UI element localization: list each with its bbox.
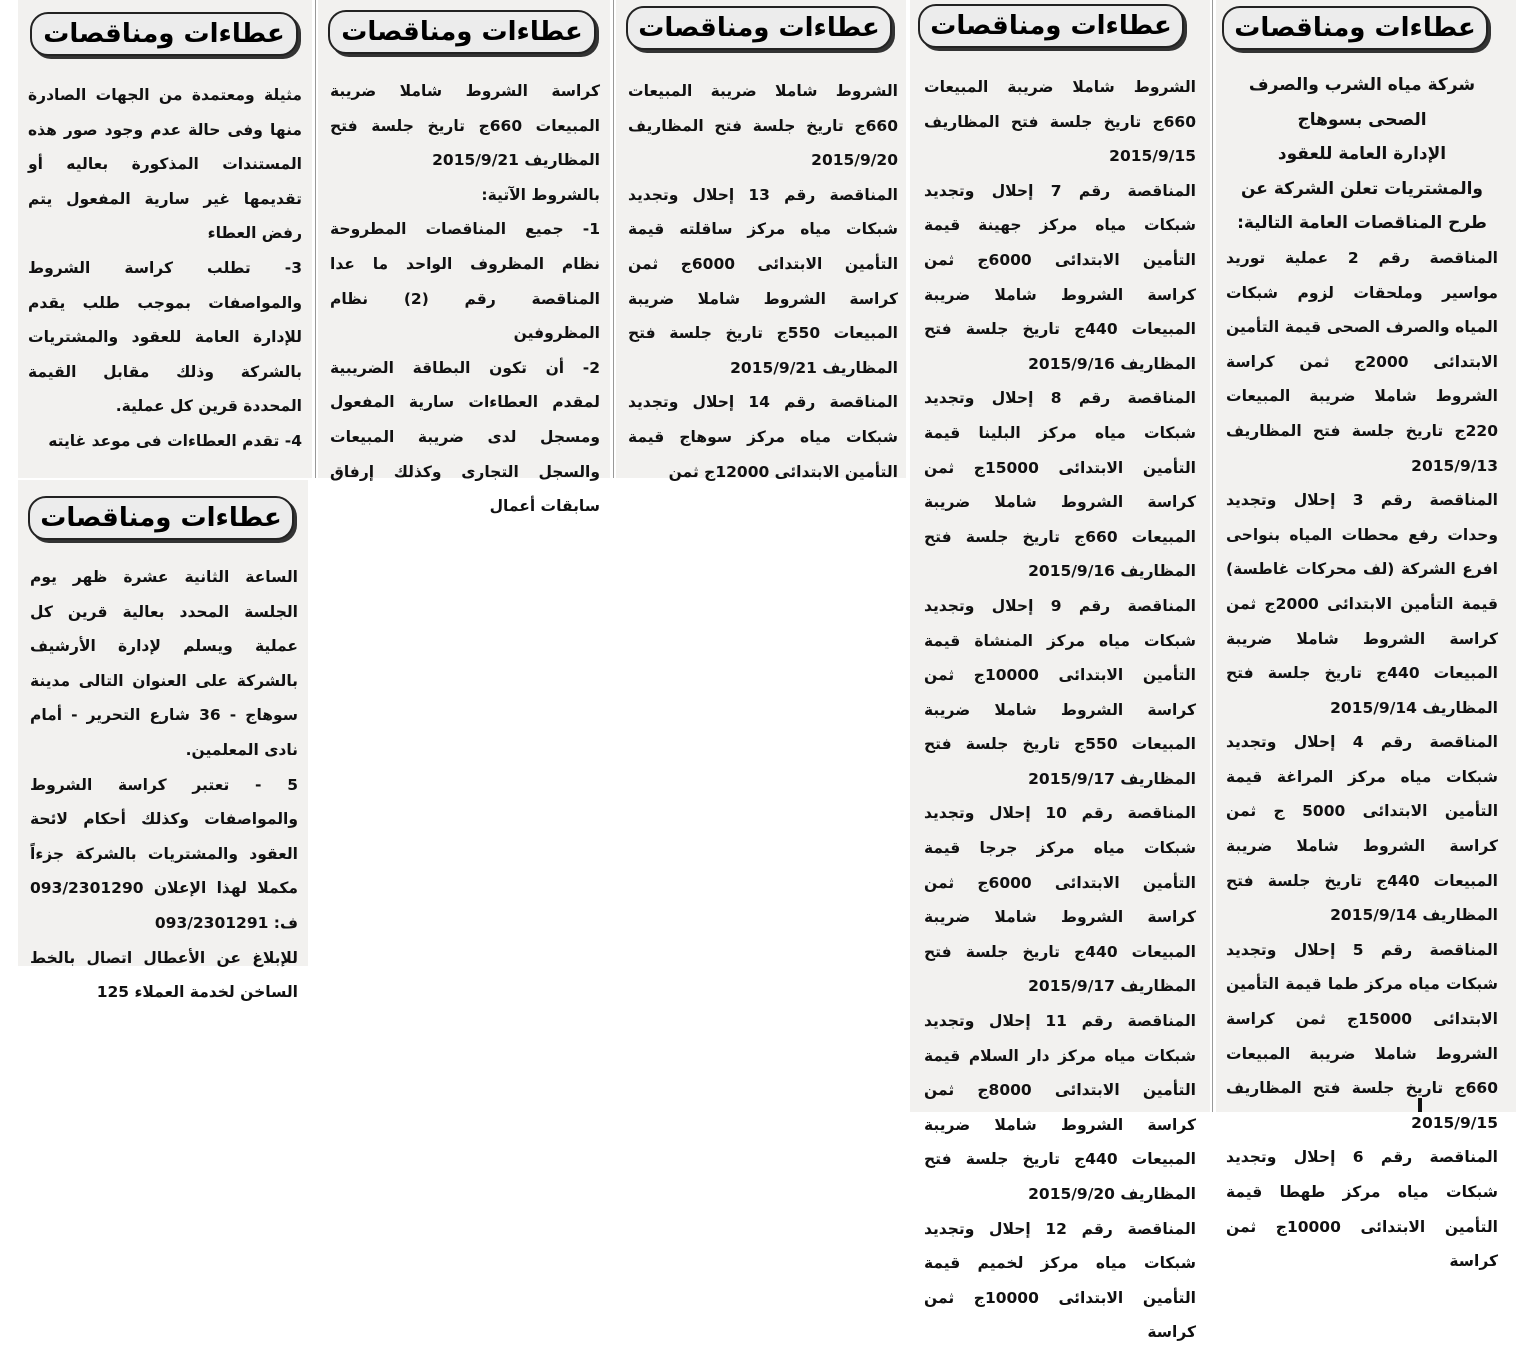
column-2-paragraph-6: المناقصة رقم 11 إحلال وتجديد شبكات مياه مركز دار السلام قيمة التأمين الابتدائى 8000ج ثمن كراسة الشروط شاملا ضريبة المبيعات 440ج تاريخ جلسة فتح المظاريف 2015/9/20 <box>924 1012 1196 1203</box>
column-1-paragraph-5: المناقصة رقم 4 إحلال وتجديد شبكات مياه مركز المراغة قيمة التأمين الابتدائى 5000 ج ثمن كراسة الشروط شاملا ضريبة المبيعات 440ج تاريخ جلسة فتح المظاريف 2015/9/14 <box>1226 733 1499 925</box>
column-2-paragraph-1: الشروط شاملا ضريبة المبيعات 660ج تاريخ جلسة فتح المظاريف 2015/9/15 <box>924 78 1196 166</box>
column-6-paragraph-2: 5 - تعتبر كراسة الشروط والمواصفات وكذلك أحكام لائحة العقود والمشتريات بالشركة جزءاً مكملا لهذا الإعلان 093/2301290 ف: 093/2301291 <box>30 775 298 932</box>
column-3-paragraph-3: المناقصة رقم 14 إحلال وتجديد شبكات مياه مركز سوهاج قيمة التأمين الابتدائى 12000ج ثمن <box>628 393 898 481</box>
column-2-header <box>918 4 1184 48</box>
ad-column-3 <box>616 0 906 481</box>
column-divider-3 <box>315 0 316 478</box>
column-2-paragraph-3: المناقصة رقم 8 إحلال وتجديد شبكات مياه مركز البلينا قيمة التأمين الابتدائى 15000ج ثمن كراسة الشروط شاملا ضريبة المبيعات 660ج تاريخ جلسة فتح المظاريف 2015/9/16 <box>924 389 1196 581</box>
column-3-text <box>628 74 898 489</box>
column-6-header <box>28 496 294 540</box>
column-3-header-title: عطاءات ومناقصات <box>638 13 880 43</box>
column-6-paragraph-1: الساعة الثانية عشرة ظهر يوم الجلسة المحدد بعالية قرين كل عملية ويسلم لإدارة الأرشيف بالشركة على العنوان التالى مدينة سوهاج - 36 شارع التحرير - أمام نادى المعلمين. <box>30 568 298 759</box>
column-2-paragraph-7: المناقصة رقم 12 إحلال وتجديد شبكات مياه مركز لخميم قيمة التأمين الابتدائى 10000ج ثمن كراسة <box>924 1219 1196 1342</box>
column-2-header-title: عطاءات ومناقصات <box>930 11 1172 41</box>
column-1-paragraph-3: المناقصة رقم 2 عملية توريد مواسير وملحقات لزوم شبكات المياه والصرف الصحى قيمة التأمين الابتدائى 2000ج ثمن كراسة الشروط شاملا ضريبة المبيعات 220ج تاريخ جلسة فتح المظاريف 2015/9/13 <box>1226 248 1498 475</box>
column-3-paragraph-1: الشروط شاملا ضريبة المبيعات 660ج تاريخ جلسة فتح المظاريف 2015/9/20 <box>628 82 898 170</box>
column-2-text <box>924 70 1196 1350</box>
column-4-paragraph-3: 1- جميع المناقصات المطروحة نظام المظروف الواحد ما عدا المناقصة رقم (2) نظام المظروفين <box>330 220 600 343</box>
column-6-header-title: عطاءات ومناقصات <box>40 503 282 533</box>
column-5-paragraph-3: 4- تقدم العطاءات فى موعد غايته <box>48 431 302 450</box>
column-5-header <box>30 12 298 56</box>
column-3-header <box>626 6 892 50</box>
column-1-paragraph-7: المناقصة رقم 6 إحلال وتجديد شبكات مياه مركز طهطا قيمة التأمين الابتدائى 10000ج ثمن كراسة <box>1226 1148 1498 1271</box>
column-5-header-title: عطاءات ومناقصات <box>43 19 285 49</box>
column-divider-1 <box>1212 0 1213 1112</box>
ad-column-4 <box>318 0 610 516</box>
ad-column-1 <box>1216 0 1516 1271</box>
column-4-paragraph-1: كراسة الشروط شاملا ضريبة المبيعات 660ج تاريخ جلسة فتح المظاريف 2015/9/21 <box>330 82 600 170</box>
column-4-header-title: عطاءات ومناقصات <box>341 17 583 47</box>
column-2-paragraph-2: المناقصة رقم 7 إحلال وتجديد شبكات مياه مركز جهينة قيمة التأمين الابتدائى 6000ج ثمن كراسة الشروط شاملا ضريبة المبيعات 440ج تاريخ جلسة فتح المظاريف 2015/9/16 <box>924 181 1196 373</box>
column-1-paragraph-2: الإدارة العامة للعقود والمشتريات تعلن الشركة عن طرح المناقصات العامة التالية: <box>1237 144 1487 234</box>
column-1-text <box>1226 68 1498 1279</box>
column-1-header-title: عطاءات ومناقصات <box>1234 13 1476 43</box>
ad-column-2 <box>910 0 1210 1342</box>
column-5-paragraph-1: مثيلة ومعتمدة من الجهات الصادرة منها وفى حالة عدم وجود صور هذه المستندات المذكورة بعاليه أو تقديمها غير سارية المفعول يتم رفض العطاء <box>28 86 302 243</box>
column-divider-2 <box>613 0 614 478</box>
column-1-paragraph-1: شركة مياه الشرب والصرف الصحى بسوهاج <box>1248 75 1476 130</box>
column-5-paragraph-2: 3- تطلب كراسة الشروط والمواصفات بموجب طلب يقدم للإدارة العامة للعقود والمشتريات بالشركة وذلك مقابل القيمة المحددة قرين كل عملية. <box>28 258 302 416</box>
column-1-paragraph-6: المناقصة رقم 5 إحلال وتجديد شبكات مياه مركز طما قيمة التأمين الابتدائى 15000ج ثمن كراسة الشروط شاملا ضريبة المبيعات 660ج تاريخ جلسة فتح المظاريف 2015/9/15 <box>1226 940 1498 1132</box>
ad-column-5 <box>18 0 312 478</box>
column-4-header <box>328 10 596 54</box>
column-4-text <box>330 74 600 524</box>
column-3-paragraph-2: المناقصة رقم 13 إحلال وتجديد شبكات مياه مركز ساقلته قيمة التأمين الابتدائى 6000ج ثمن كراسة الشروط شاملا ضريبة المبيعات 550ج تاريخ جلسة فتح المظاريف 2015/9/21 <box>628 185 899 377</box>
column-2-paragraph-5: المناقصة رقم 10 إحلال وتجديد شبكات مياه مركز جرجا قيمة التأمين الابتدائى 6000ج ثمن كراسة الشروط شاملا ضريبة المبيعات 440ج تاريخ جلسة فتح المظاريف 2015/9/17 <box>924 804 1196 996</box>
column-2-paragraph-4: المناقصة رقم 9 إحلال وتجديد شبكات مياه مركز المنشاة قيمة التأمين الابتدائى 10000ج ثمن كراسة الشروط شاملا ضريبة المبيعات 550ج تاريخ جلسة فتح المظاريف 2015/9/17 <box>924 596 1196 788</box>
column-5-text <box>28 78 302 459</box>
column-4-paragraph-4: 2- أن تكون البطاقة الضريبية لمقدم العطاءات سارية المفعول ومسجل لدى ضريبة المبيعات والسجل التجارى وكذلك إرفاق سابقات أعمال <box>330 358 600 516</box>
column-6-text <box>30 560 298 1010</box>
column-6-paragraph-3: للإبلاغ عن الأعطال اتصال بالخط الساخن لخدمة العملاء 125 <box>30 948 298 1002</box>
column-1-header <box>1222 6 1488 50</box>
column-1-paragraph-4: المناقصة رقم 3 إحلال وتجديد وحدات رفع محطات المياه بنواحى افرع الشركة (لف محركات غاطسة) قيمة التأمين الابتدائى 2000ج ثمن كراسة الشروط شاملا ضريبة المبيعات 440ج تاريخ جلسة فتح المظاريف 2015/9/14 <box>1226 491 1498 717</box>
edge-mark <box>1418 1098 1422 1112</box>
column-4-paragraph-2: بالشروط الآتية: <box>481 185 600 204</box>
ad-column-6 <box>18 480 308 1002</box>
